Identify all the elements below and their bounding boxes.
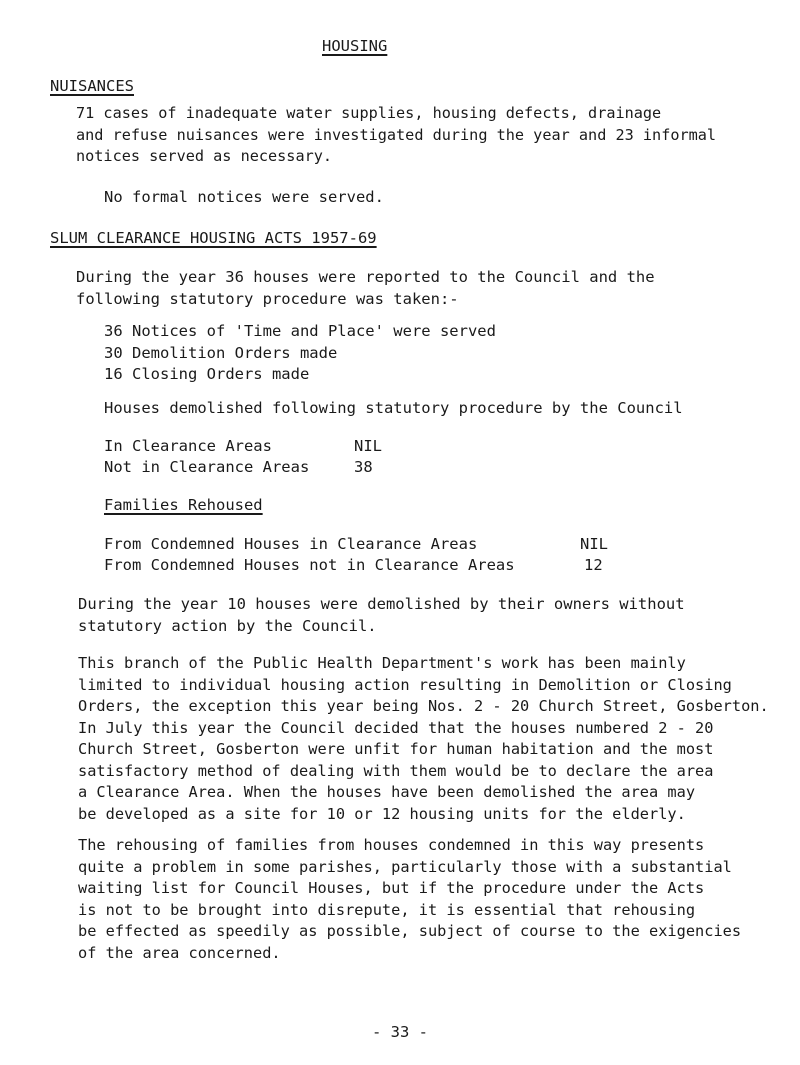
rehoused-row <box>104 534 477 556</box>
rehoused-row-value: 12 <box>584 556 603 574</box>
branch-work-paragraph: This branch of the Public Health Department's work has been mainly limited to individual housing action resulting in Demolition or Closing Orders, the exception this year being Nos. 2 - 20 Church Street, Gosberton. In July this year the Council decided that the houses numbered 2 - 20 Church Street, Gosberton were unfit for human habitation and the most satisfactory method of dealing with them would be to declare the area a Clearance Area. When the houses have been demolished the area may be developed as a site for 10 or 12 housing units for the elderly. <box>78 654 769 823</box>
rehousing-paragraph: The rehousing of families from houses condemned in this way presents quite a problem in some parishes, particularly those with a substantial waiting list for Council Houses, but if the procedure under the Acts is not to be brought into disrepute, it is essential that rehousing be effected as speedily as possible, subject of course to the exigencies of the area concerned. <box>78 836 742 962</box>
demolished-row-label: Not in Clearance Areas <box>104 458 310 476</box>
owners-demolition-paragraph: During the year 10 houses were demolished by their owners without statutory action by the Council. <box>78 595 685 635</box>
demolished-intro: Houses demolished following statutory procedure by the Council <box>104 399 683 417</box>
procedure-item: 16 Closing Orders made <box>104 365 310 383</box>
slum-clearance-heading: SLUM CLEARANCE HOUSING ACTS 1957-69 <box>50 229 377 247</box>
rehoused-row-label: From Condemned Houses in Clearance Areas <box>104 535 478 553</box>
demolished-row <box>104 436 272 458</box>
procedure-item: 30 Demolition Orders made <box>104 343 338 362</box>
rehoused-row-value: NIL <box>580 535 608 553</box>
demolished-row-value: 38 <box>354 458 373 476</box>
rehoused-row-label: From Condemned Houses not in Clearance Areas <box>104 556 515 574</box>
nuisances-paragraph: 71 cases of inadequate water supplies, housing defects, drainage and refuse nuisances were investigated during the year and 23 informal notices served as necessary. <box>76 104 717 165</box>
page-number: - 33 - <box>372 1023 428 1041</box>
slum-clearance-intro: During the year 36 houses were reported to the Council and the following statutory procedure was taken:- <box>76 268 655 308</box>
demolished-row <box>104 457 309 479</box>
procedure-item: 36 Notices of 'Time and Place' were served <box>104 322 496 340</box>
demolished-row-label: In Clearance Areas <box>104 437 272 455</box>
demolished-row-value: NIL <box>354 437 382 455</box>
rehoused-row <box>104 555 515 577</box>
formal-notices-paragraph: No formal notices were served. <box>104 188 384 206</box>
nuisances-heading: NUISANCES <box>50 77 134 95</box>
page-title: HOUSING <box>322 37 388 55</box>
families-rehoused-heading: Families Rehoused <box>104 496 263 514</box>
procedure-list <box>104 321 496 386</box>
